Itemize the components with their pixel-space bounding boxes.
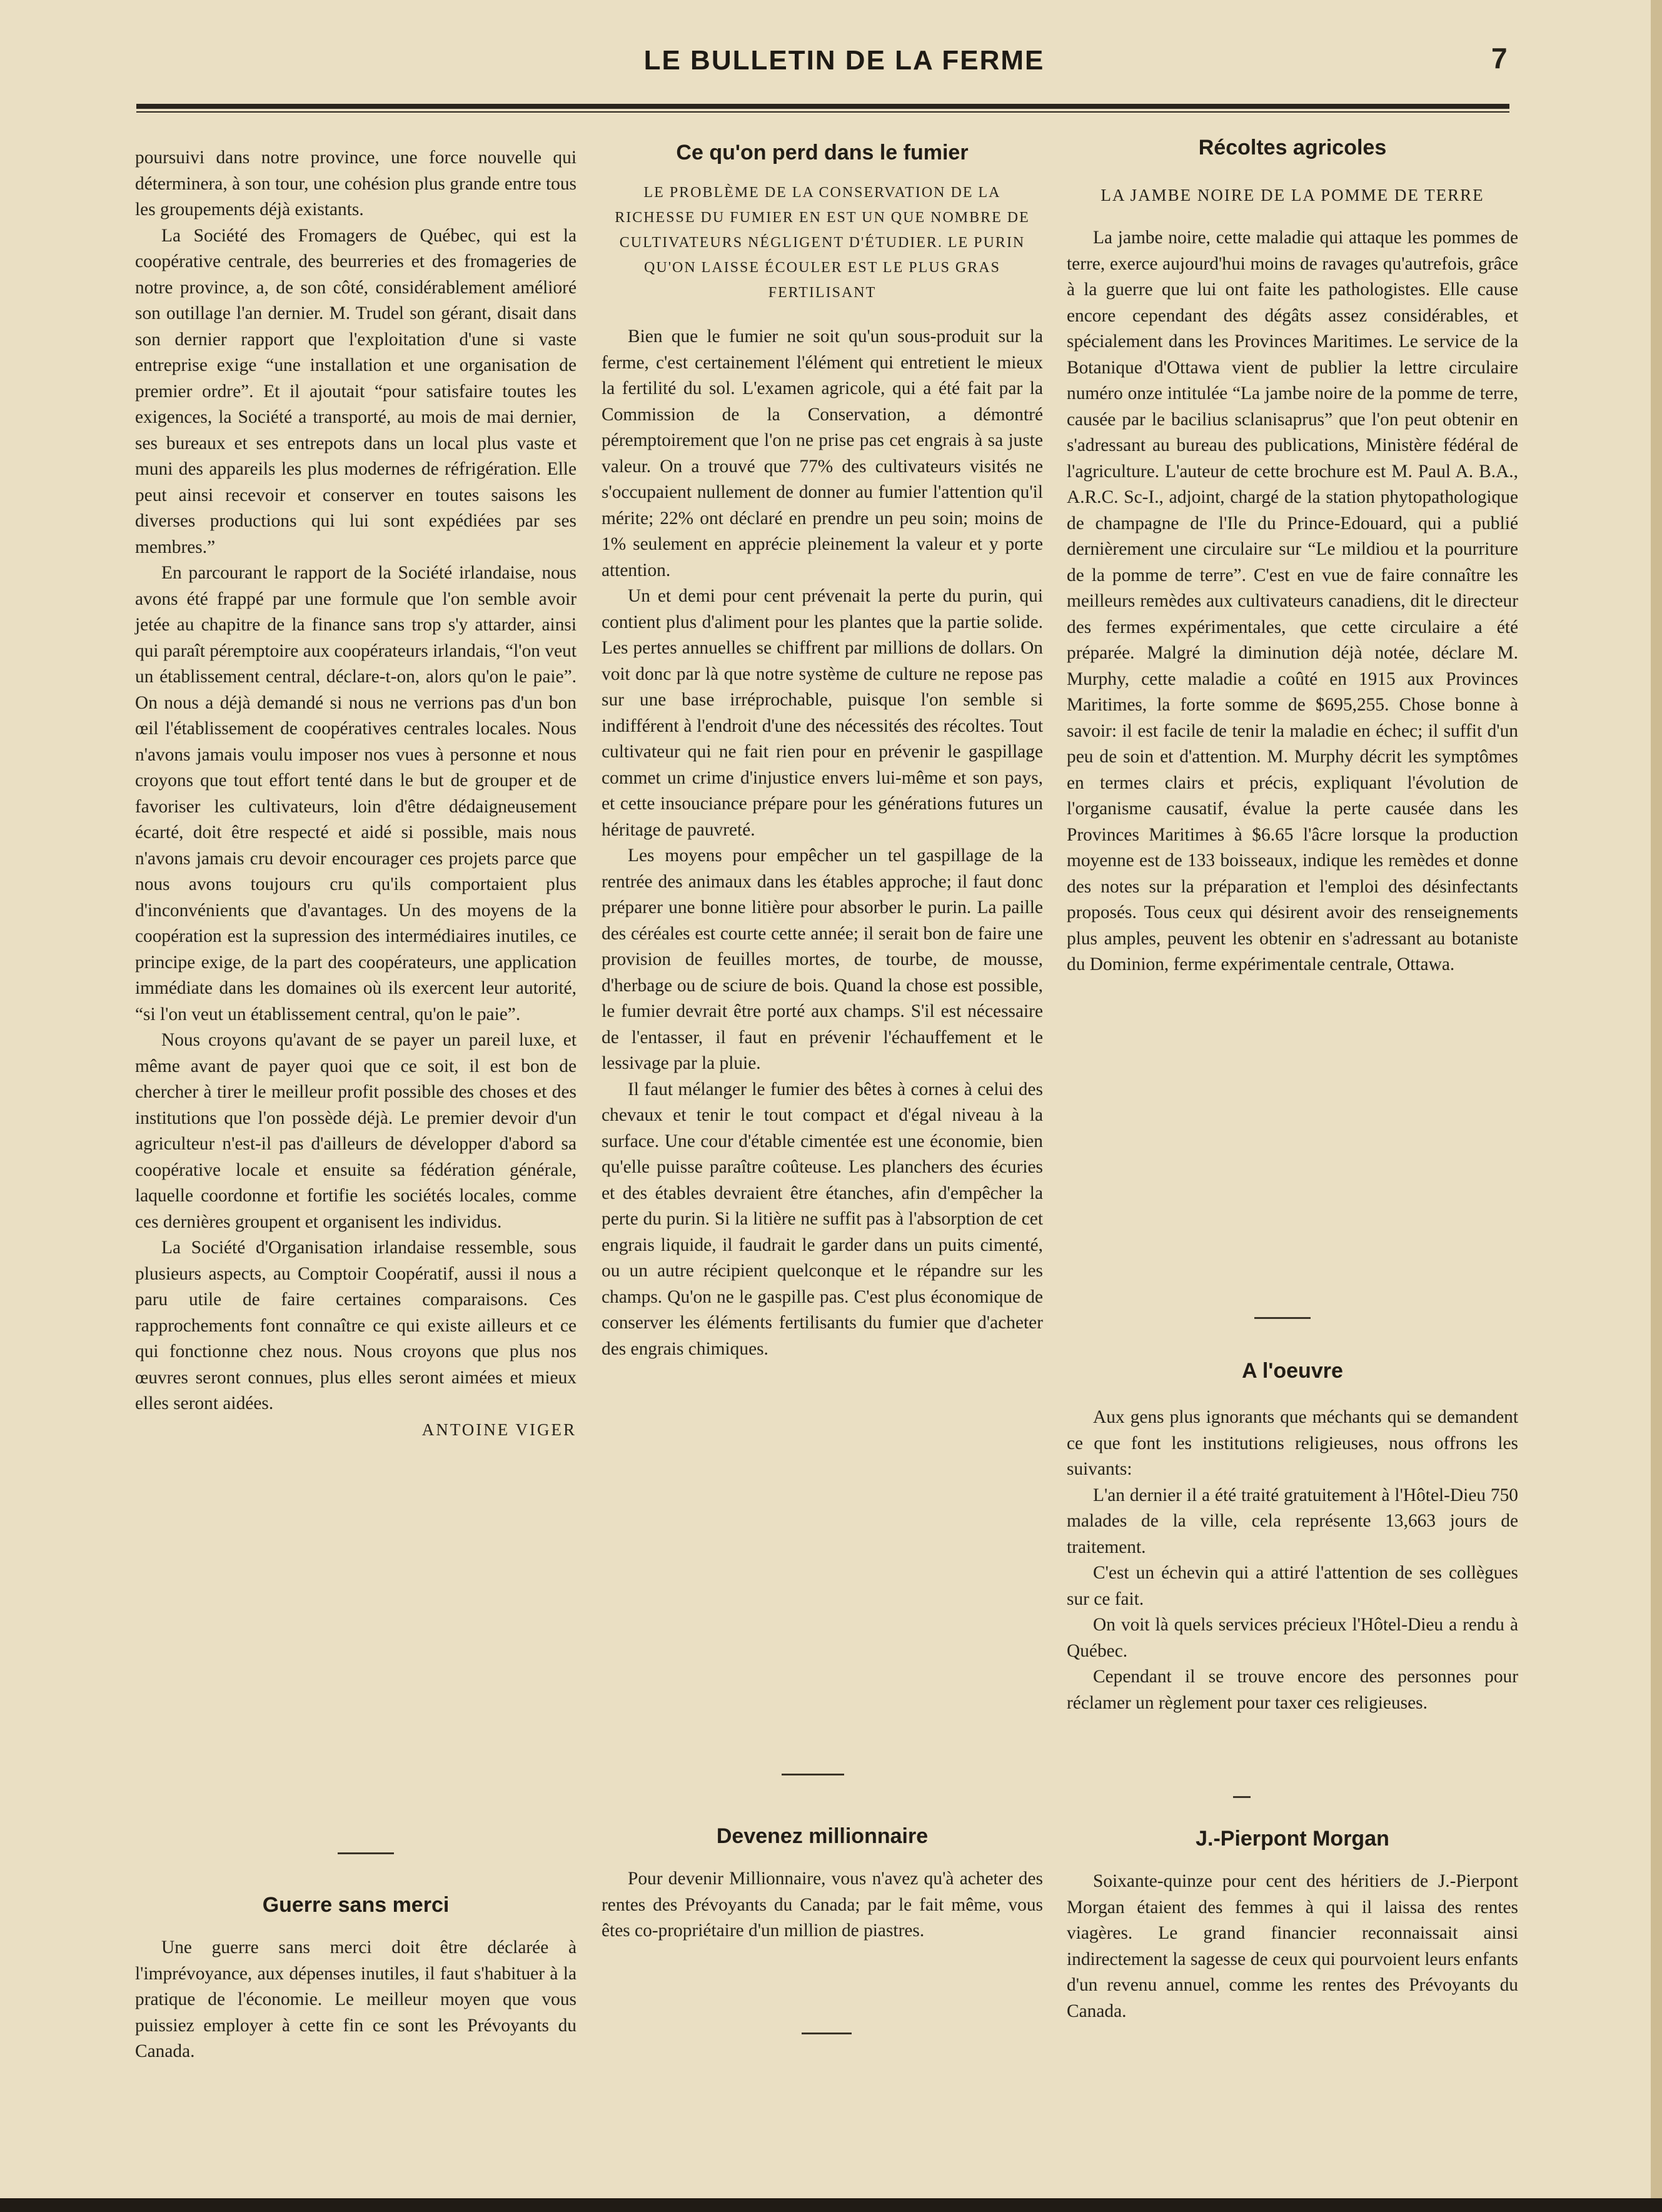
article-signature: ANTOINE VIGER bbox=[421, 1420, 577, 1439]
section-divider bbox=[1233, 1796, 1251, 1798]
column-2-article bbox=[602, 139, 1043, 1362]
morgan-paragraph: Soixante-quinze pour cent des héritiers de J.-Pierpont Morgan étaient des femmes à qui il laissa des rentes viagères. Le grand financier reconnaissait ainsi indirectement la sagesse de ceux qui pourvoient leurs enfants d'un revenu annuel, comme les rentes des Prévoyants du Canada. bbox=[1067, 1871, 1518, 2021]
article-paragraph: La jambe noire, cette maladie qui attaque les pommes de terre, exerce aujourd'hui moins de ravages qu'autrefois, grâce à la guerre que lui ont faite les pathologistes. Elle cause encore cependant des dégâts assez considérables, et spécialement dans les Provinces Maritimes. Le service de la Botanique d'Ottawa vient de publier la lettre circulaire numéro onze intitulée “La jambe noire de la pomme de terre, causée par le bacilius sclanisaprus” que l'on peut obtenir en s'adressant au bureau des publications, Ministère fédéral de l'agriculture. L'auteur de cette brochure est M. Paul A. B.A., A.R.C. Sc-I., adjoint, chargé de la station phytopathologique de champagne de l'Ile du Prince-Edouard, qui a publié dernièrement une circulaire sur “Le mildiou et la pourriture de la pomme de terre”. C'est en vue de faire connaître les meilleurs remèdes aux cultivateurs canadiens, dit le directeur des fermes expérimentales, que cette circulaire a été préparée. Malgré la diminution déjà notée, déclare M. Murphy, cette maladie a coûté en 1915 aux Provinces Maritimes, la forte somme de $695,255. Chose bonne à savoir: il est facile de tenir la maladie en échec; il suffit d'un peu de soin et d'attention. M. Murphy décrit les symptômes en termes clairs et précis, expliquant l'évolution de l'organisme causatif, évalue la perte causée dans les Provinces Maritimes à $6.65 l'âcre lorsque la production moyenne est de 133 boisseaux, indique les remèdes et donne des notes sur la préparation et l'emploi des désinfectants proposés. Tous ceux qui désirent avoir des renseignements plus amples, peuvent les obtenir en s'adressant au botaniste du Dominion, ferme expérimentale centrale, Ottawa. bbox=[1067, 228, 1518, 974]
article-paragraph: poursuivi dans notre province, une force nouvelle qui déterminera, à son tour, une cohésion plus grande entre tous les groupements déjà existants. bbox=[135, 148, 577, 220]
section-divider bbox=[802, 2033, 852, 2034]
oeuvre-paragraph: Cependant il se trouve encore des personnes pour réclamer un règlement pour taxer ces religieuses. bbox=[1067, 1667, 1518, 1713]
article-paragraph: La Société d'Organisation irlandaise ressemble, sous plusieurs aspects, au Comptoir Coopératif, aussi il nous a paru utile de faire certaines comparaisons. Ces rapprochements font connaître ce qui existe ailleurs et ce qui fonctionne chez nous. Nous croyons que plus nos œuvres seront connues, plus elles seront aimées et mieux elles seront aidées. bbox=[135, 1238, 577, 1413]
article-paragraph: Nous croyons qu'avant de se payer un pareil luxe, et même avant de payer quoi que ce soit, il est bon de chercher à tirer le meilleur profit possible des choses et des institutions que l'on possède déjà. Le premier devoir d'un agriculteur n'est-il pas d'ailleurs de développer d'abord sa coopérative locale et ensuite sa fédération générale, laquelle coordonne et fortifie les sociétés locales, comme ces dernières groupent et organisent les individus. bbox=[135, 1030, 577, 1232]
column-3-morgan bbox=[1067, 1825, 1518, 2024]
header-rule-thin bbox=[136, 111, 1509, 113]
oeuvre-paragraph: Aux gens plus ignorants que méchants qui se demandent ce que font les institutions religieuses, nous offrons les suivants: bbox=[1067, 1407, 1518, 1479]
oeuvre-paragraph: C'est un échevin qui a attiré l'attention de ses collègues sur ce fait. bbox=[1067, 1563, 1518, 1609]
column-1-article bbox=[135, 145, 577, 1443]
article-paragraph: Il faut mélanger le fumier des bêtes à cornes à celui des chevaux et tenir le tout compact et d'égal niveau à la surface. Une cour d'étable cimentée est une économie, bien qu'elle puisse paraître coûteuse. Les planchers des écuries et des étables devraient être étanches, afin d'empêcher la perte du purin. Si la litière ne suffit pas à l'absorption de cet engrais liquide, il faudrait le garder dans un puits cimenté, ou un autre récipient quelconque et le répandre sur les champs. Qu'on ne le gaspille pas. C'est plus économique de conserver les éléments fertilisants du fumier que d'acheter des engrais chimiques. bbox=[602, 1079, 1043, 1359]
page-edge-bottom bbox=[0, 2198, 1662, 2212]
kicker-jambe-noire: LA JAMBE NOIRE DE LA POMME DE TERRE bbox=[1100, 186, 1484, 205]
oeuvre-paragraph: On voit là quels services précieux l'Hôtel-Dieu a rendu à Québec. bbox=[1067, 1615, 1518, 1661]
column-1-guerre bbox=[135, 1891, 577, 2065]
guerre-paragraph: Une guerre sans merci doit être déclarée à l'imprévoyance, aux dépenses inutiles, il faut s'habituer à la pratique de l'économie. Le meilleur moyen que vous puissiez employer à cette fin ce sont les Prévoyants du Canada. bbox=[135, 1937, 577, 2061]
article-paragraph: La Société des Fromagers de Québec, qui est la coopérative centrale, des beurreries et des fromageries de notre province, a, de son côté, considérablement amélioré son outillage l'an dernier. M. Trudel son gérant, disait dans son dernier rapport que l'exploitation d'une si vaste entreprise exige “une installation et une organisation de premier ordre”. Et il ajoutait “pour satisfaire toutes les exigences, la Société a transporté, au mois de mai dernier, ses bureaux et ses entrepots dans un local plus vaste et muni des appareils les plus modernes de réfrigération. Elle peut ainsi recevoir et conserver en toutes saisons les diverses productions qui lui sont expédiées par ses membres.” bbox=[135, 225, 577, 557]
million-paragraph: Pour devenir Millionnaire, vous n'avez qu'à acheter des rentes des Prévoyants du Canada; par le fait même, vous êtes co-propriétaire d'un million de piastres. bbox=[602, 1869, 1043, 1941]
deck-fumier: LE PROBLÈME DE LA CONSERVATION DE LA RICHESSE DU FUMIER EN EST UN QUE NOMBRE DE CULTIVATEURS NÉGLIGENT D'ÉTUDIER. LE PURIN QU'ON LAISSE ÉCOULER EST LE PLUS GRAS FERTILISANT bbox=[615, 184, 1030, 301]
section-divider bbox=[1254, 1317, 1311, 1319]
header-rule-thick bbox=[136, 104, 1509, 109]
page-edge-right bbox=[1651, 0, 1662, 2212]
section-divider bbox=[782, 1774, 844, 1775]
article-paragraph: Bien que le fumier ne soit qu'un sous-produit sur la ferme, c'est certainement l'élément qui entretient le mieux la fertilité du sol. L'examen agricole, qui a été fait par la Commission de la Conservation, a démontré péremptoirement que l'on ne prise pas cet engrais à sa juste valeur. On a trouvé que 77% des cultivateurs visités ne s'occupaient nullement de donner au fumier l'attention qu'il mérite; 22% ont déclaré en prendre un peu soin; moins de 1% seulement en apprécie pleinement la valeur et y porte attention. bbox=[602, 326, 1043, 580]
section-divider bbox=[338, 1852, 394, 1854]
article-paragraph: Un et demi pour cent prévenait la perte du purin, qui contient plus d'aliment pour les plantes que la partie solide. Les pertes annuelles se chiffrent par millions de dollars. On voit donc par là que notre système de culture ne repose pas sur une base irréprochable, puisque l'on semble si indifférent à l'endroit d'une des nécessités des récoltes. Tout cultivateur qui ne fait rien pour en prévenir le gaspillage commet un crime d'injustice envers lui-même et son pays, et cette insouciance prépare pour les générations futures un héritage de pauvreté. bbox=[602, 586, 1043, 840]
page-number: 7 bbox=[1491, 42, 1508, 74]
column-3-article bbox=[1067, 134, 1518, 978]
article-paragraph: Les moyens pour empêcher un tel gaspillage de la rentrée des animaux dans les étables approche; il faut donc préparer une bonne litière pour absorber le purin. La paille des céréales est courte cette année; il serait bon de faire une provision de feuilles mortes, de tourbe, de mousse, d'herbage ou de sciure de bois. Quand la chose est possible, le fumier devrait être porté aux champs. S'il est nécessaire de l'entasser, il faut en prévenir l'échauffement et le lessivage par la pluie. bbox=[602, 846, 1043, 1073]
headline-millionnaire: Devenez millionnaire bbox=[716, 1824, 929, 1848]
article-paragraph: En parcourant le rapport de la Société irlandaise, nous avons été frappé par une formule que l'on semble avoir jetée au chapitre de la finance sans trop s'y attarder, ainsi qui paraît péremptoire aux coopérateurs irlandais, “l'on veut un établissement central, déclare-t-on, alors qu'on le paie”. On nous a déjà demandé si nous ne verrions pas d'un bon œil l'établissement de coopératives centrales locales. Nous n'avons jamais voulu imposer nos vues à personne et nous croyons que tout effort tenté dans le but de grouper et de favoriser les cultivateurs, loin d'être dédaigneusement écarté, doit être respecté et aidé si possible, mais nous n'avons jamais cru devoir encourager ces projets parce que nous avons toujours cru qu'ils comportaient plus d'inconvénients que d'avantages. Un des moyens de la coopération est la supression des intermédiaires inutiles, ce principe exige, de la part des coopérateurs, une application immédiate dans les domaines où ils exercent leur autorité, “si l'on veut un établissement central, qu'on le paie”. bbox=[135, 563, 577, 1024]
headline-morgan: J.-Pierpont Morgan bbox=[1196, 1827, 1389, 1851]
column-3-oeuvre bbox=[1067, 1357, 1518, 1716]
headline-fumier: Ce qu'on perd dans le fumier bbox=[676, 141, 969, 164]
headline-guerre: Guerre sans merci bbox=[262, 1893, 450, 1917]
headline-oeuvre: A l'oeuvre bbox=[1242, 1359, 1343, 1383]
masthead-title: LE BULLETIN DE LA FERME bbox=[643, 45, 1045, 76]
headline-recoltes: Récoltes agricoles bbox=[1198, 136, 1387, 159]
oeuvre-paragraph: L'an dernier il a été traité gratuitement à l'Hôtel-Dieu 750 malades de la ville, cela représente 13,663 jours de traitement. bbox=[1067, 1485, 1518, 1557]
column-2-million bbox=[602, 1822, 1043, 1944]
